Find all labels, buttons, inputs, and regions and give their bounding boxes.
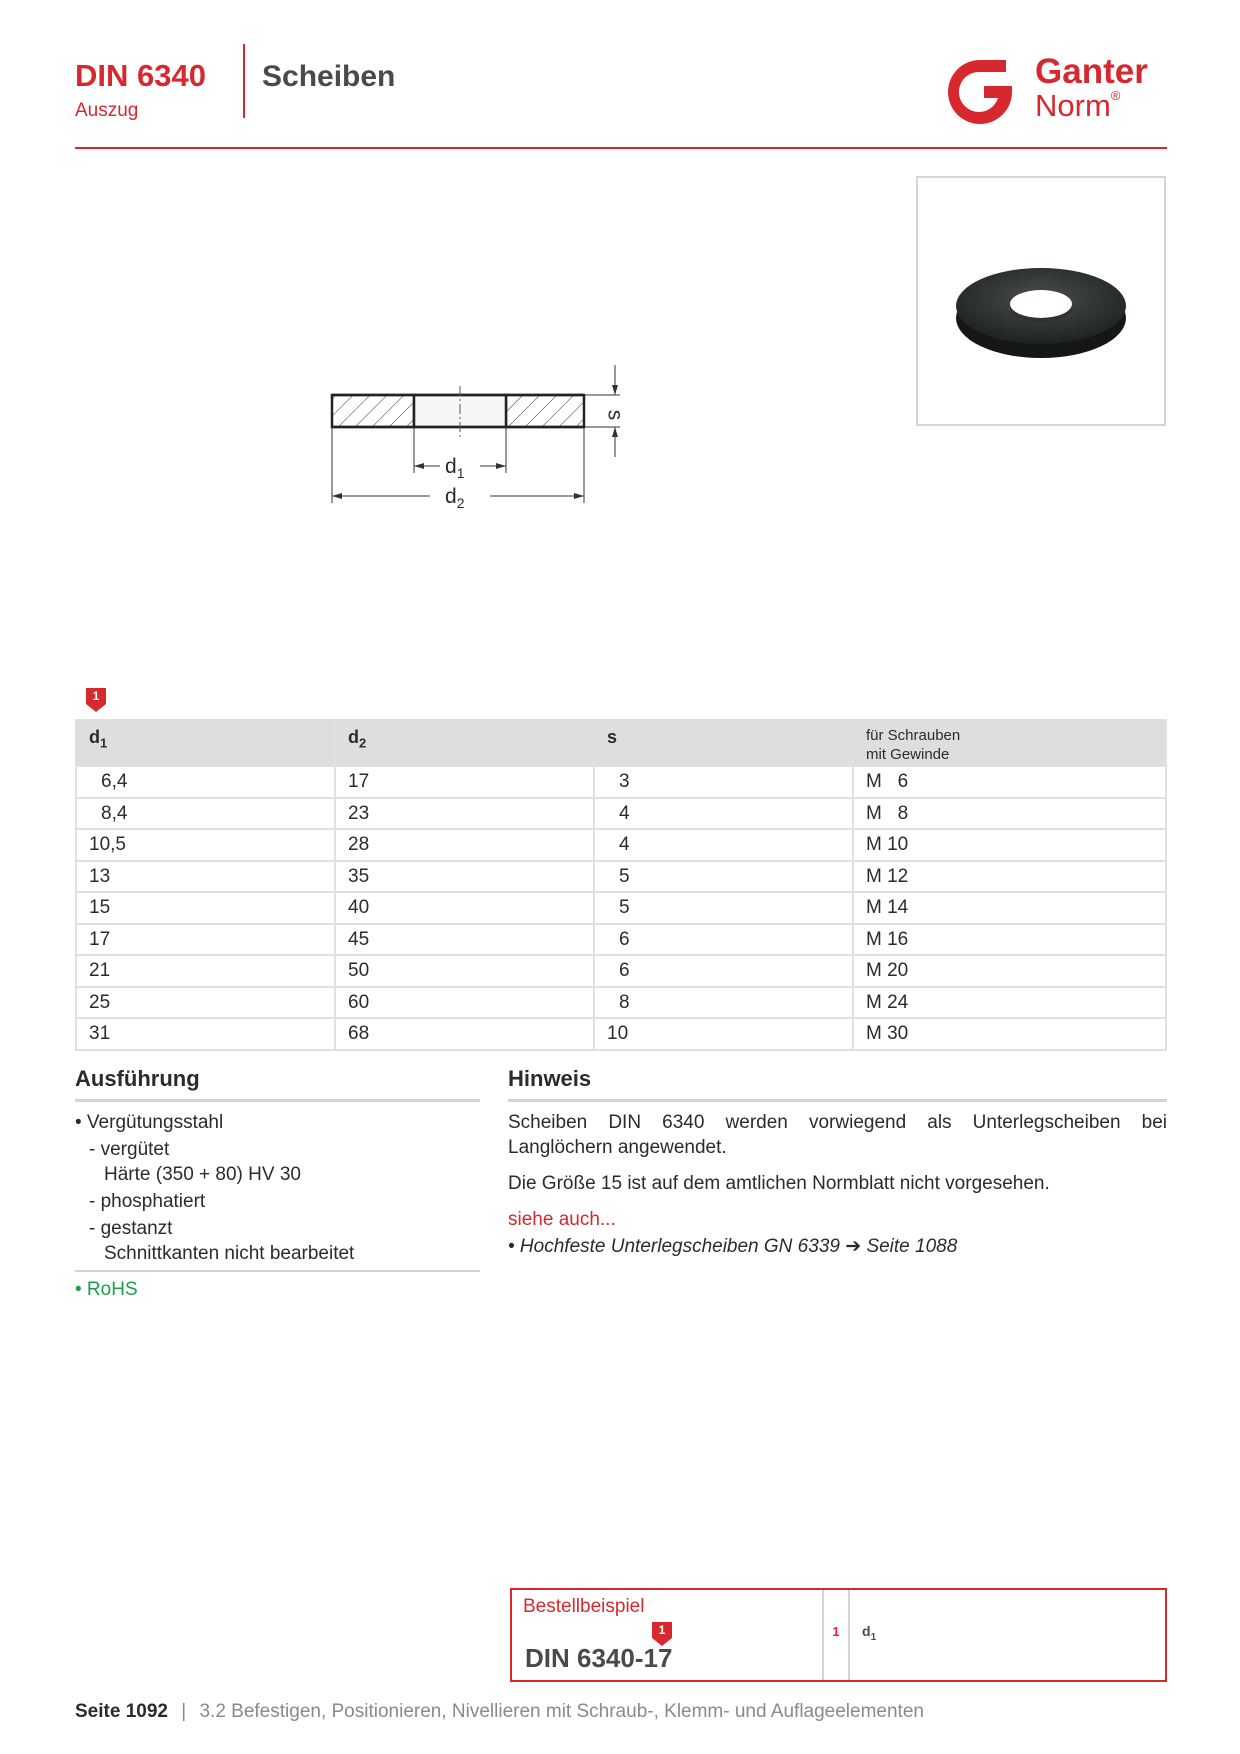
- table-cell: 68: [335, 1018, 594, 1050]
- table-cell: 5: [594, 892, 853, 924]
- col-s: s: [594, 720, 853, 766]
- order-divider: [848, 1590, 850, 1680]
- ganter-logo-icon: [944, 56, 1016, 128]
- section-rule: [75, 1270, 480, 1272]
- table-cell: 40: [335, 892, 594, 924]
- header-separator: [243, 44, 245, 118]
- table-cell: 3: [594, 766, 853, 798]
- table-cell: M 10: [853, 829, 1166, 861]
- table-cell: 17: [335, 766, 594, 798]
- list-item: - gestanzt: [89, 1218, 173, 1239]
- chapter-title: 3.2 Befestigen, Positionieren, Nivellieren mit Schraub-, Klemm- und Auflageelementen: [199, 1701, 924, 1722]
- section-rule: [508, 1099, 1167, 1102]
- table-cell: 10: [594, 1018, 853, 1050]
- dimensions-table: [75, 719, 1167, 1051]
- page-footer: Seite 1092 | 3.2 Befestigen, Positionieren, Nivellieren mit Schraub-, Klemm- und Auflageelementen: [75, 1701, 924, 1722]
- col-thread: für Schrauben mit Gewinde: [853, 720, 1166, 766]
- dim-label-d1: $d_1$: [445, 455, 465, 482]
- table-row: [76, 987, 1166, 1019]
- see-also-link[interactable]: • Hochfeste Unterlegscheiben GN 6339 ➔ Seite 1088: [508, 1236, 958, 1257]
- legend-number: 1: [832, 1624, 840, 1639]
- order-code: DIN 6340-17: [525, 1643, 673, 1673]
- table-cell: 35: [335, 861, 594, 893]
- legend-symbol: $d_1$: [862, 1623, 877, 1643]
- list-item: - phosphatiert: [89, 1191, 206, 1212]
- table-cell: 25: [76, 987, 335, 1019]
- hinweis-p1-line1: Scheiben DIN 6340 werden vorwiegend als Unterlegscheiben bei: [508, 1112, 1167, 1133]
- hinweis-text: [508, 1110, 1167, 1259]
- order-divider: [822, 1590, 824, 1680]
- see-also-label: siehe auch...: [508, 1209, 616, 1230]
- ausfuehrung-list: [75, 1110, 480, 1266]
- page-title: Scheiben: [262, 60, 396, 93]
- section-title-hinweis: Hinweis: [508, 1066, 592, 1091]
- washer-photo-icon: [918, 178, 1164, 424]
- table-row: [76, 829, 1166, 861]
- table-row: [76, 798, 1166, 830]
- document-code: DIN 6340: [75, 58, 206, 93]
- brand-name-2: Norm®: [1035, 88, 1121, 123]
- table-row: [76, 766, 1166, 798]
- order-example-box: [510, 1588, 1167, 1682]
- table-cell: 21: [76, 955, 335, 987]
- brand-name: Ganter: [1035, 52, 1148, 91]
- table-cell: 6: [594, 924, 853, 956]
- table-row: [76, 955, 1166, 987]
- order-example-label: Bestellbeispiel: [523, 1596, 645, 1617]
- list-item: - vergütet: [89, 1139, 170, 1160]
- table-cell: 23: [335, 798, 594, 830]
- table-row: [76, 861, 1166, 893]
- table-cell: 10,5: [76, 829, 335, 861]
- hinweis-p1-line2: Langlöchern angewendet.: [508, 1137, 727, 1158]
- col-d2: $d_2$: [335, 720, 594, 766]
- table-cell: M 16: [853, 924, 1166, 956]
- list-item: Härte (350 + 80) HV 30: [104, 1164, 301, 1185]
- list-item: • Vergütungsstahl: [75, 1112, 224, 1133]
- table-cell: M 14: [853, 892, 1166, 924]
- col-d1: $d_1$: [76, 720, 335, 766]
- table-row: [76, 892, 1166, 924]
- table-cell: M 6: [853, 766, 1166, 798]
- table-cell: 60: [335, 987, 594, 1019]
- rohs-label: • RoHS: [75, 1279, 138, 1300]
- order-badge-label: 1: [658, 1623, 666, 1637]
- table-cell: 17: [76, 924, 335, 956]
- table-cell: 50: [335, 955, 594, 987]
- column-badge-label: 1: [92, 689, 100, 703]
- table-cell: 45: [335, 924, 594, 956]
- dim-label-s: s: [603, 409, 627, 421]
- document-subtitle: Auszug: [75, 100, 139, 121]
- page-number: Seite 1092: [75, 1701, 168, 1722]
- technical-drawing: [320, 360, 650, 520]
- table-row: [76, 924, 1166, 956]
- table-cell: 4: [594, 829, 853, 861]
- table-cell: 6,4: [76, 766, 335, 798]
- dim-label-d2: $d_2$: [445, 485, 465, 512]
- table-header-row: [76, 720, 1166, 766]
- product-photo: [916, 176, 1166, 426]
- table-cell: 6: [594, 955, 853, 987]
- table-cell: 8,4: [76, 798, 335, 830]
- table-cell: 4: [594, 798, 853, 830]
- table-cell: M 8: [853, 798, 1166, 830]
- table-cell: 8: [594, 987, 853, 1019]
- table-row: [76, 1018, 1166, 1050]
- table-cell: M 30: [853, 1018, 1166, 1050]
- table-cell: M 24: [853, 987, 1166, 1019]
- table-cell: M 20: [853, 955, 1166, 987]
- table-cell: 13: [76, 861, 335, 893]
- arrow-right-icon: ➔: [845, 1236, 862, 1257]
- section-title-ausfuehrung: Ausführung: [75, 1066, 200, 1091]
- table-cell: M 12: [853, 861, 1166, 893]
- list-item: Schnittkanten nicht bearbeitet: [104, 1243, 355, 1264]
- table-cell: 15: [76, 892, 335, 924]
- table-cell: 28: [335, 829, 594, 861]
- header-rule: [75, 147, 1167, 149]
- hinweis-p2: Die Größe 15 ist auf dem amtlichen Normblatt nicht vorgesehen.: [508, 1173, 1050, 1194]
- table-cell: 5: [594, 861, 853, 893]
- section-rule: [75, 1099, 480, 1102]
- table-cell: 31: [76, 1018, 335, 1050]
